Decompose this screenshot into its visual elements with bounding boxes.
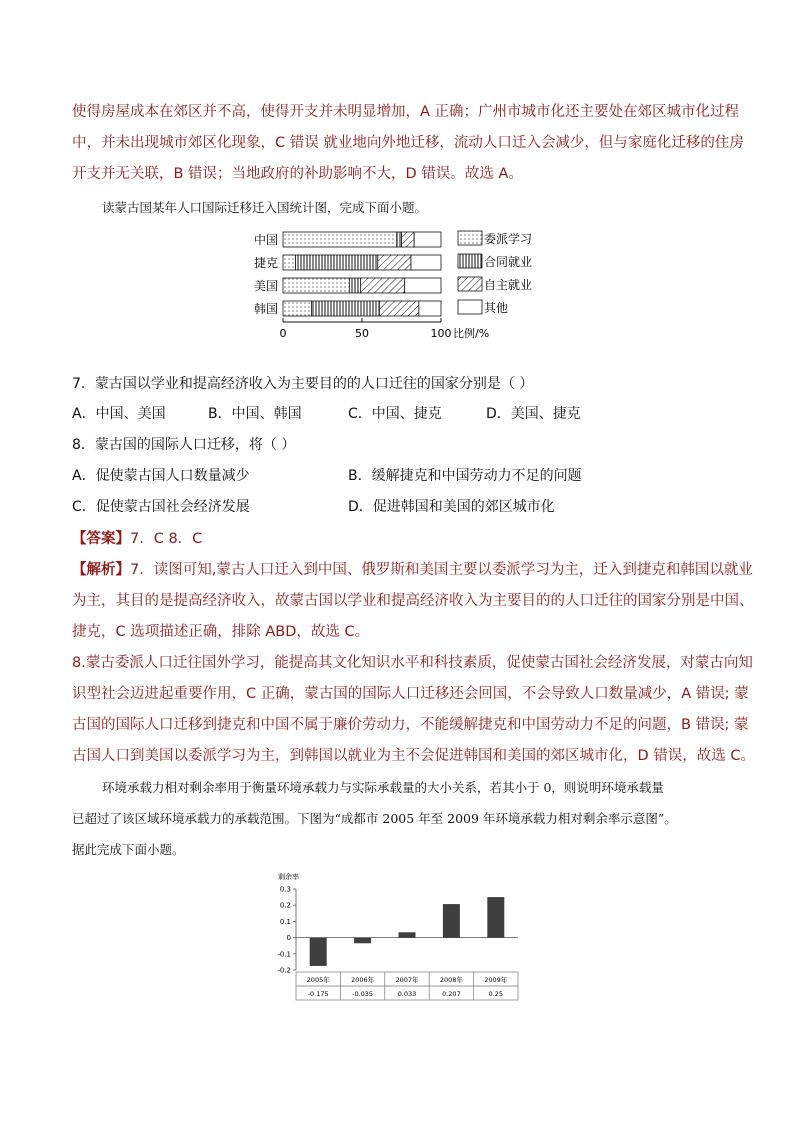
surplus-rate-chart	[270, 868, 530, 1003]
c1-legend-label: 自主就业	[484, 278, 533, 292]
migration-chart	[240, 222, 560, 357]
c2-y-tick-label: 0.3	[279, 885, 291, 894]
q8-stem: 8．蒙古国的国际人口迁移，将（ ）	[72, 437, 296, 453]
top-line-3: 开支并无关联，B 错误；当地政府的补助影响不大，D 错误。故选 A。	[72, 166, 523, 182]
c2-value-label: -0.175	[307, 990, 329, 998]
analysis-line-3: 捷克，C 选项描述正确，排除 ABD，故选 C。	[72, 624, 370, 640]
c1-bar-segment	[379, 301, 419, 316]
c2-y-tick-label: 0.2	[279, 901, 291, 910]
c1-bar-segment	[419, 301, 441, 316]
q7-option-c: C．中国、捷克	[348, 406, 442, 422]
c2-category-label: 2006年	[351, 976, 375, 984]
c1-bar-segment	[360, 278, 404, 293]
c2-y-tick-label: 0.1	[279, 917, 291, 926]
c1-bar-segment	[397, 232, 402, 247]
c1-bar-segment	[283, 278, 349, 293]
c1-legend-swatch	[458, 231, 482, 245]
c1-legend-swatch	[458, 300, 482, 314]
q8-option-d: D．促进韩国和美国的郊区城市化	[348, 499, 555, 515]
q7-option-b: B．中国、韩国	[208, 406, 302, 422]
c2-bar	[354, 938, 371, 944]
c1-x-tick-label: 0	[279, 327, 287, 340]
c2-category-label: 2007年	[395, 976, 419, 984]
c1-bar-segment	[405, 278, 441, 293]
c2-bar	[399, 932, 416, 937]
c1-x-tick-label: 100	[430, 327, 452, 340]
c1-x-tick-label: 50	[355, 327, 369, 340]
c1-category-label: 韩国	[253, 302, 278, 316]
c2-bar	[487, 897, 504, 938]
c1-bar-segment	[402, 232, 415, 247]
analysis-line-2: 为主，其目的是提高经济收入，故蒙古国以学业和提高经济收入为主要目的的人口迁往的国家分别是中国、	[72, 593, 754, 609]
c2-bar	[310, 938, 327, 966]
top-line-1: 使得房屋成本在郊区并不高，使得开支并未明显增加，A 正确；广州市城市化还主要处在郊区城市化过程	[72, 104, 740, 120]
q8-option-b: B．缓解捷克和中国劳动力不足的问题	[348, 468, 582, 484]
intro-question-group-1: 读蒙古国某年人口国际迁移迁入国统计图，完成下面小题。	[102, 200, 428, 215]
c2-y-tick-label: -0.1	[277, 950, 291, 959]
c1-bar-segment	[349, 278, 360, 293]
c2-category-label: 2009年	[484, 976, 508, 984]
c1-category-label: 美国	[253, 279, 278, 293]
c1-legend-swatch	[458, 277, 482, 291]
analysis-line-1	[72, 558, 753, 579]
c1-bar-segment	[283, 301, 311, 316]
c1-bar-segment	[411, 255, 441, 270]
c2-category-label: 2005年	[306, 976, 330, 984]
c1-bar-segment	[414, 232, 441, 247]
intro2-line-3: 据此完成下面小题。	[72, 842, 185, 857]
answer-tag: 【答案】	[72, 531, 130, 547]
c1-bar-segment	[283, 232, 397, 247]
c1-category-label: 中国	[253, 233, 278, 247]
c1-category-label: 捷克	[253, 256, 278, 270]
c2-y-tick-label: -0.2	[277, 966, 291, 975]
c1-legend-label: 委派学习	[484, 232, 533, 246]
c2-value-label: -0.035	[352, 990, 374, 998]
q8-option-c: C．促使蒙古国社会经济发展	[72, 499, 250, 515]
analysis-line-6: 古国的国际人口迁移到捷克和中国不属于廉价劳动力，不能缓解捷克和中国劳动力不足的问题，B 错误; 蒙	[72, 717, 749, 733]
c1-bar-segment	[311, 301, 379, 316]
intro2-line-1: 环境承载力相对剩余率用于衡量环境承载力与实际承载量的大小关系，若其小于 0，则说明环境承载量	[102, 780, 664, 795]
q7-option-a: A．中国、美国	[72, 406, 166, 422]
c2-value-label: 0.207	[442, 990, 461, 998]
q7-option-d: D．美国、捷克	[486, 406, 581, 422]
analysis-line-7: 古国人口到美国以委派学习为主，到韩国以就业为主不会促进韩国和美国的郊区城市化，D 错误，故选 C。	[72, 748, 756, 764]
top-line-2: 中，并未出现城市郊区化现象，C 错误 就业地向外地迁移，流动人口迁入会减少，但与家庭化迁移的住房	[72, 135, 744, 151]
c2-y-tick-label: 0	[286, 934, 291, 943]
c2-y-axis-label: 剩余率	[278, 873, 299, 881]
analysis-text-1: 7．读图可知,蒙古人口迁入到中国、俄罗斯和美国主要以委派学习为主，迁入到捷克和韩国以就业	[130, 562, 753, 578]
q7-stem: 7．蒙古国以学业和提高经济收入为主要目的的人口迁往的国家分别是（ ）	[72, 376, 534, 392]
c1-legend-swatch	[458, 254, 482, 268]
c1-legend-label: 合同就业	[484, 255, 533, 269]
c1-bar-segment	[378, 255, 411, 270]
analysis-line-4: 8.蒙古委派人口迁往国外学习，能提高其文化知识水平和科技素质，促使蒙古国社会经济发展，对蒙古向知	[72, 655, 753, 671]
answer-line	[72, 527, 202, 548]
c1-bar-segment	[296, 255, 378, 270]
c1-legend-label: 其他	[484, 301, 509, 315]
answer-text: 7．C 8．C	[130, 531, 203, 547]
analysis-line-5: 识型社会迈进起重要作用，C 正确，蒙古国的国际人口迁移还会回国，不会导致人口数量减少，A 错误; 蒙	[72, 686, 749, 702]
q8-option-a: A．促使蒙古国人口数量减少	[72, 468, 250, 484]
c1-x-axis-label: 比例/%	[453, 327, 490, 340]
intro2-line-2: 已超过了该区域环境承载力的承载范围。下图为“成都市 2005 年至 2009 年环境承载力相对剩余率示意图”。	[72, 811, 677, 826]
analysis-tag: 【解析】	[72, 562, 130, 578]
c2-category-label: 2008年	[439, 976, 463, 984]
c1-bar-segment	[283, 255, 296, 270]
c2-bar	[443, 904, 460, 938]
c2-value-label: 0.033	[397, 990, 417, 998]
c2-value-label: 0.25	[488, 990, 504, 998]
